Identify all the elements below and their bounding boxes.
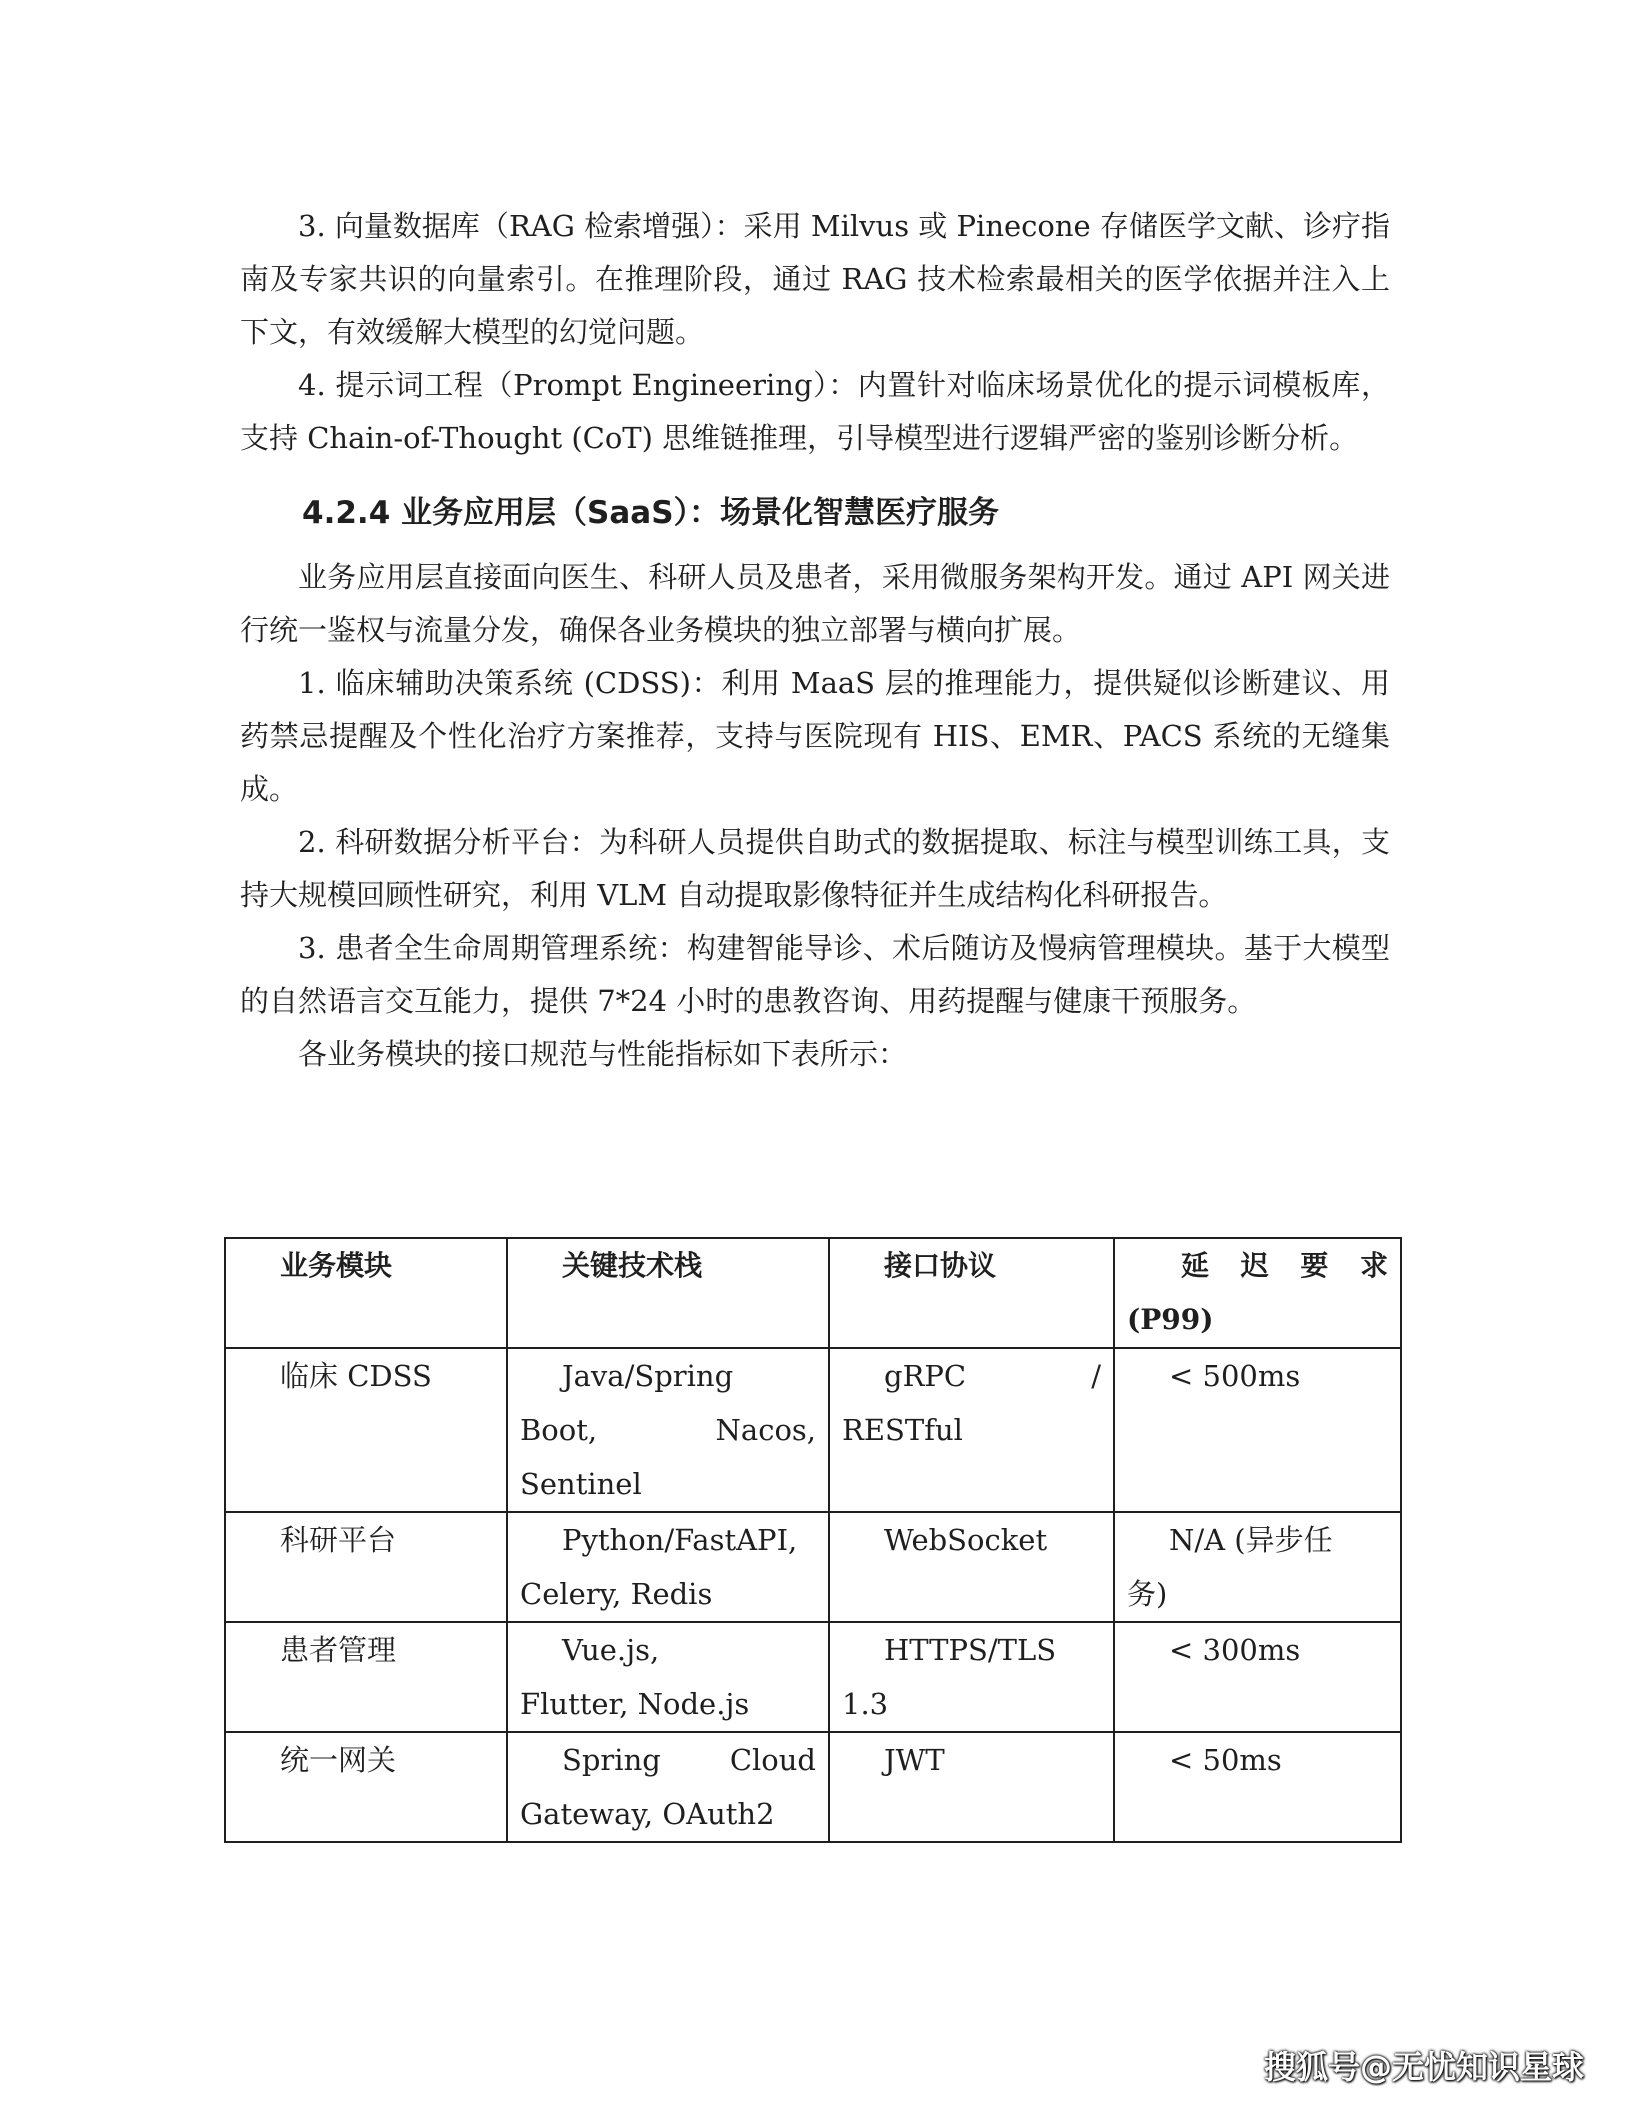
table-row [225, 1732, 1401, 1842]
cell-module: 科研平台 [225, 1512, 507, 1622]
cell-latency: < 300ms [1114, 1622, 1401, 1732]
cell-module: 统一网关 [225, 1732, 507, 1842]
cell-module: 临床 CDSS [225, 1348, 507, 1512]
header-protocol: 接口协议 [829, 1238, 1114, 1348]
cell-latency: < 500ms [1114, 1348, 1401, 1512]
header-module: 业务模块 [225, 1238, 507, 1348]
interface-spec-table [224, 1237, 1402, 1843]
cell-stack: Spring Cloud Gateway, OAuth2 [507, 1732, 829, 1842]
section-heading: 4.2.4 业务应用层（SaaS）：场景化智慧医疗服务 [302, 495, 1000, 531]
table-header-row [225, 1238, 1401, 1348]
table-row [225, 1348, 1401, 1512]
document-body [240, 200, 1390, 1071]
cell-module: 患者管理 [225, 1622, 507, 1732]
header-latency: 延 迟 要 求 (P99) [1114, 1238, 1401, 1348]
paragraph-vector-db: 3. 向量数据库（RAG 检索增强）：采用 Milvus 或 Pinecone 存储医学文献、诊疗指南及专家共识的向量索引。在推理阶段，通过 RAG 技术检索最相关的医学依据并注入上下文，有效缓解大模型的幻觉问题。 [240, 209, 1390, 349]
paragraph-saas-intro: 业务应用层直接面向医生、科研人员及患者，采用微服务架构开发。通过 API 网关进行统一鉴权与流量分发，确保各业务模块的独立部署与横向扩展。 [240, 560, 1390, 647]
watermark: 搜狐号@无忧知识星球 [1263, 2048, 1584, 2086]
cell-stack: Python/FastAPI, Celery, Redis [507, 1512, 829, 1622]
cell-stack: Vue.js, Flutter, Node.js [507, 1622, 829, 1732]
paragraph-prompt-engineering: 4. 提示词工程（Prompt Engineering）：内置针对临床场景优化的提示词模板库，支持 Chain-of-Thought (CoT) 思维链推理，引导模型进行逻辑严密的鉴别诊断分析。 [240, 368, 1390, 455]
header-stack: 关键技术栈 [507, 1238, 829, 1348]
paragraph-patient-management: 3. 患者全生命周期管理系统：构建智能导诊、术后随访及慢病管理模块。基于大模型的自然语言交互能力，提供 7*24 小时的患教咨询、用药提醒与健康干预服务。 [240, 931, 1390, 1018]
cell-protocol: JWT [829, 1732, 1114, 1842]
cell-stack: Java/Spring Boot, Nacos, Sentinel [507, 1348, 829, 1512]
cell-latency: N/A (异步任 务) [1114, 1512, 1401, 1622]
paragraph-cdss: 1. 临床辅助决策系统 (CDSS)：利用 MaaS 层的推理能力，提供疑似诊断建议、用药禁忌提醒及个性化治疗方案推荐，支持与医院现有 HIS、EMR、PACS 系统的无缝集成。 [240, 666, 1390, 806]
cell-latency: < 50ms [1114, 1732, 1401, 1842]
cell-protocol: HTTPS/TLS 1.3 [829, 1622, 1114, 1732]
cell-protocol: gRPC / RESTful [829, 1348, 1114, 1512]
table-caption: 各业务模块的接口规范与性能指标如下表所示： [298, 1037, 908, 1071]
cell-protocol: WebSocket [829, 1512, 1114, 1622]
table-row [225, 1512, 1401, 1622]
table-row [225, 1622, 1401, 1732]
paragraph-research-platform: 2. 科研数据分析平台：为科研人员提供自助式的数据提取、标注与模型训练工具，支持大规模回顾性研究，利用 VLM 自动提取影像特征并生成结构化科研报告。 [240, 825, 1390, 912]
